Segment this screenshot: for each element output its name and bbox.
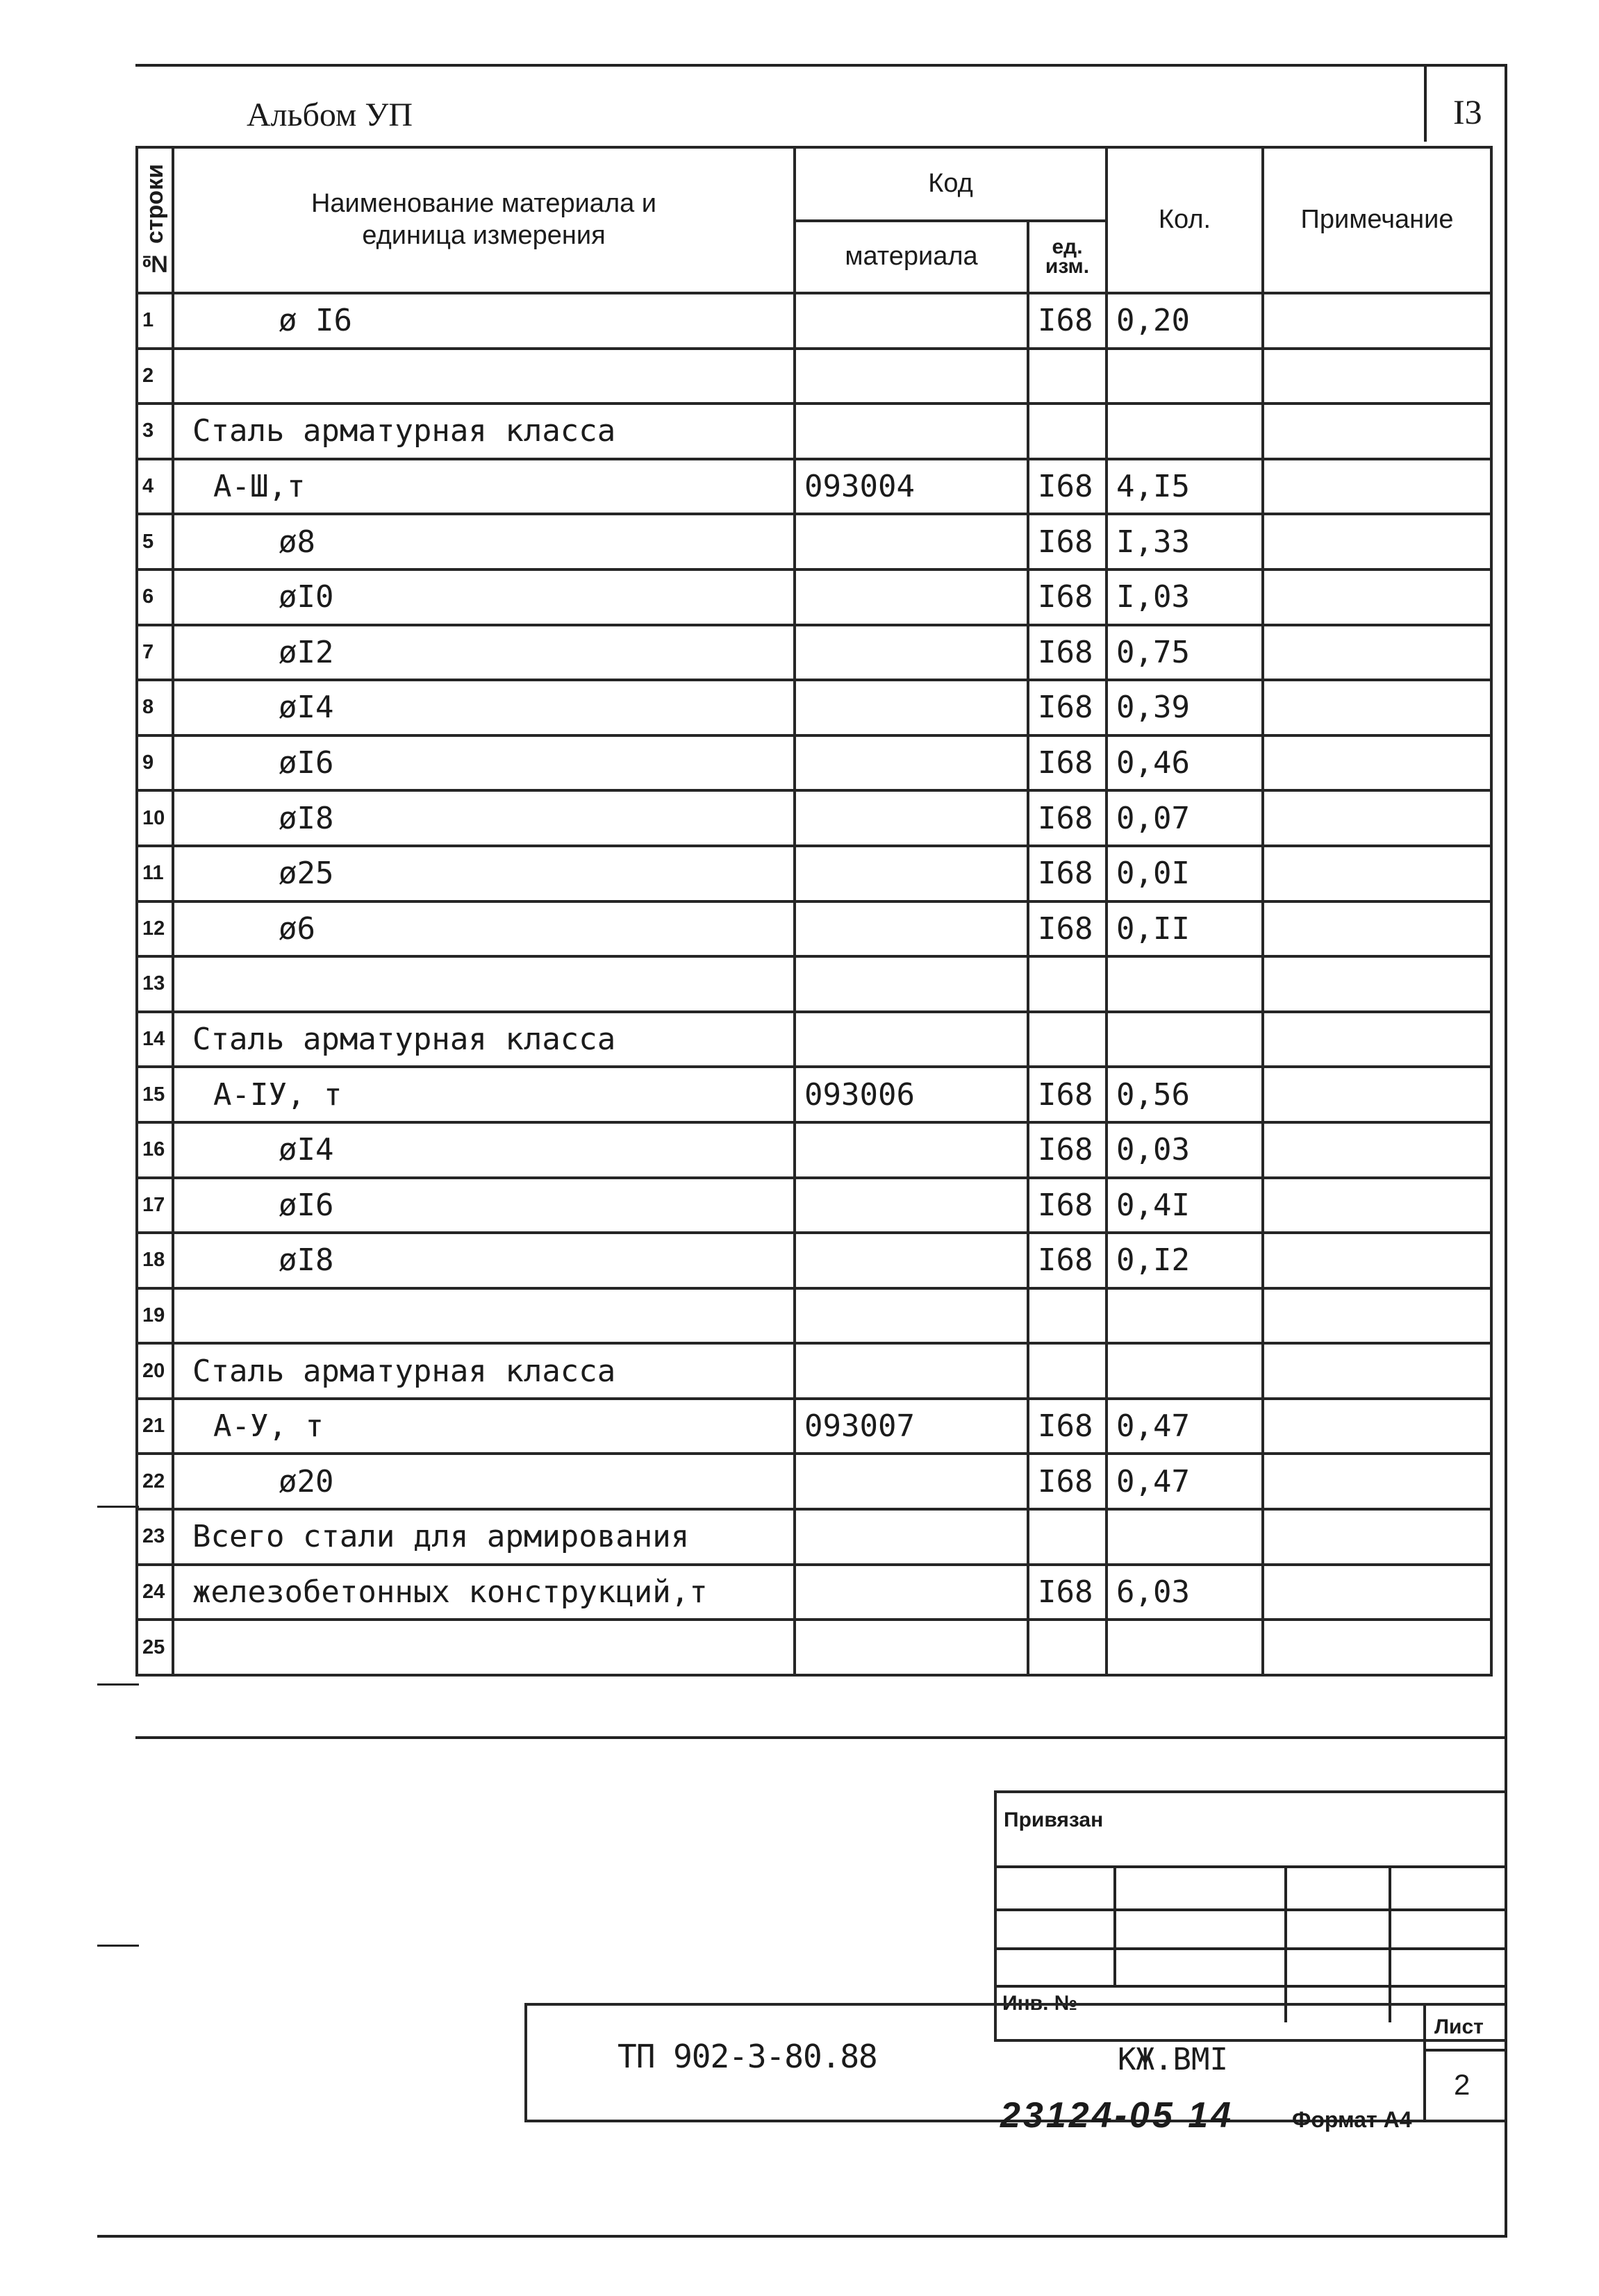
unit-code: I68 [1028, 1454, 1107, 1509]
material-code [795, 1178, 1028, 1233]
table-row [137, 1178, 1491, 1233]
sheet-label: Лист [1434, 2015, 1484, 2038]
note [1263, 1509, 1491, 1565]
binding-line-4 [997, 1985, 1507, 1988]
quantity: I,33 [1107, 514, 1263, 569]
top-right-separator [1424, 64, 1427, 142]
material-name: øI2 [173, 625, 795, 681]
table-row [137, 735, 1491, 791]
left-margin-tick-3 [97, 1945, 139, 1947]
unit-code: I68 [1028, 514, 1107, 569]
material-code [795, 349, 1028, 404]
code-unit-header: ед. изм. [1028, 221, 1107, 293]
material-name: øI6 [173, 1178, 795, 1233]
rownum-header: № строки [137, 147, 173, 293]
note [1263, 1454, 1491, 1509]
note [1263, 680, 1491, 735]
unit-code: I68 [1028, 1178, 1107, 1233]
title-block-top-line [135, 1736, 1505, 1739]
material-name: ø I6 [173, 293, 795, 349]
title-block [135, 1736, 1505, 2236]
note [1263, 1233, 1491, 1288]
table-row [137, 790, 1491, 846]
material-name: øI8 [173, 1233, 795, 1288]
material-code [795, 1233, 1028, 1288]
materials-table [135, 146, 1493, 1677]
unit-code: I68 [1028, 1399, 1107, 1454]
material-code [795, 1565, 1028, 1620]
quantity [1107, 349, 1263, 404]
row-number: 18 [137, 1233, 173, 1288]
binding-vline-1 [1113, 1865, 1116, 1985]
unit-code: I68 [1028, 735, 1107, 791]
row-number: 4 [137, 459, 173, 515]
sheet-code: КЖ.ВМI [1118, 2042, 1228, 2077]
note [1263, 1343, 1491, 1399]
quantity [1107, 1288, 1263, 1344]
page-number: I3 [1453, 92, 1482, 131]
unit-code: I68 [1028, 846, 1107, 901]
table-row [137, 625, 1491, 681]
row-number: 21 [137, 1399, 173, 1454]
table-row [137, 1509, 1491, 1565]
unit-code: I68 [1028, 1122, 1107, 1178]
unit-code [1028, 1012, 1107, 1067]
name-header: Наименование материала и единица измерения [173, 147, 795, 293]
table-row [137, 459, 1491, 515]
quantity: 0,47 [1107, 1454, 1263, 1509]
material-name: øI4 [173, 1122, 795, 1178]
material-name [173, 1620, 795, 1675]
row-number: 11 [137, 846, 173, 901]
note [1263, 956, 1491, 1012]
row-number: 17 [137, 1178, 173, 1233]
material-name: Сталь арматурная класса [173, 1343, 795, 1399]
sheet-number: 2 [1454, 2068, 1470, 2101]
row-number: 20 [137, 1343, 173, 1399]
binding-line-2 [997, 1908, 1507, 1911]
table-row [137, 956, 1491, 1012]
material-code [795, 569, 1028, 625]
material-name: Сталь арматурная класса [173, 404, 795, 459]
table-row [137, 1233, 1491, 1288]
material-code [795, 1343, 1028, 1399]
format-label: Формат А4 [1292, 2107, 1412, 2132]
table-row [137, 1343, 1491, 1399]
material-name: øI0 [173, 569, 795, 625]
note [1263, 790, 1491, 846]
row-number: 13 [137, 956, 173, 1012]
material-name: железобетонных конструкций,т [173, 1565, 795, 1620]
table-row [137, 846, 1491, 901]
note [1263, 293, 1491, 349]
qty-header: Кол. [1107, 147, 1263, 293]
sheet-separator [1423, 2006, 1426, 2122]
inv-label: Инв. № [1002, 1992, 1078, 2015]
material-code [795, 1509, 1028, 1565]
binding-line-1 [997, 1865, 1507, 1868]
material-code [795, 404, 1028, 459]
unit-code [1028, 1620, 1107, 1675]
material-name: Сталь арматурная класса [173, 1012, 795, 1067]
quantity: 0,47 [1107, 1399, 1263, 1454]
material-name: ø25 [173, 846, 795, 901]
quantity [1107, 1012, 1263, 1067]
row-number: 9 [137, 735, 173, 791]
material-code: 093007 [795, 1399, 1028, 1454]
row-number: 15 [137, 1067, 173, 1122]
left-margin-tick-2 [97, 1683, 139, 1686]
note [1263, 569, 1491, 625]
note [1263, 1122, 1491, 1178]
code-material-header: материала [795, 221, 1028, 293]
table-row [137, 1122, 1491, 1178]
note [1263, 1620, 1491, 1675]
row-number: 24 [137, 1565, 173, 1620]
quantity: 0,56 [1107, 1067, 1263, 1122]
quantity [1107, 1620, 1263, 1675]
material-code: 093004 [795, 459, 1028, 515]
row-number: 22 [137, 1454, 173, 1509]
unit-code [1028, 1343, 1107, 1399]
material-name [173, 1288, 795, 1344]
note [1263, 1178, 1491, 1233]
table-row [137, 349, 1491, 404]
row-number: 19 [137, 1288, 173, 1344]
row-number: 2 [137, 349, 173, 404]
note [1263, 1288, 1491, 1344]
row-number: 6 [137, 569, 173, 625]
quantity [1107, 956, 1263, 1012]
unit-code [1028, 349, 1107, 404]
quantity: 6,03 [1107, 1565, 1263, 1620]
table-row [137, 569, 1491, 625]
material-code [795, 735, 1028, 791]
note [1263, 1067, 1491, 1122]
table-row [137, 404, 1491, 459]
table-row [137, 1565, 1491, 1620]
note [1263, 404, 1491, 459]
row-number: 10 [137, 790, 173, 846]
unit-code: I68 [1028, 1565, 1107, 1620]
row-number: 14 [137, 1012, 173, 1067]
quantity: 0,4I [1107, 1178, 1263, 1233]
quantity [1107, 1509, 1263, 1565]
material-name [173, 349, 795, 404]
doc-code: ТП 902-3-80.88 [618, 2038, 877, 2075]
row-number: 23 [137, 1509, 173, 1565]
unit-code: I68 [1028, 625, 1107, 681]
binding-vline-3 [1389, 1865, 1391, 2022]
note [1263, 349, 1491, 404]
note [1263, 459, 1491, 515]
quantity: 0,75 [1107, 625, 1263, 681]
table-row [137, 1288, 1491, 1344]
quantity [1107, 1343, 1263, 1399]
quantity: 0,I2 [1107, 1233, 1263, 1288]
album-title: Альбом УП [247, 97, 413, 133]
quantity: 0,39 [1107, 680, 1263, 735]
archive-number: 23124-05 14 [1000, 2095, 1234, 2136]
table-row [137, 514, 1491, 569]
note [1263, 514, 1491, 569]
material-name: А-У, т [173, 1399, 795, 1454]
material-code [795, 1012, 1028, 1067]
material-name [173, 956, 795, 1012]
unit-code [1028, 1509, 1107, 1565]
quantity: 4,I5 [1107, 459, 1263, 515]
binding-label: Привязан [1004, 1808, 1104, 1831]
unit-code: I68 [1028, 459, 1107, 515]
material-code [795, 901, 1028, 957]
unit-code: I68 [1028, 680, 1107, 735]
material-code: 093006 [795, 1067, 1028, 1122]
unit-code: I68 [1028, 569, 1107, 625]
material-name: А-Ш,т [173, 459, 795, 515]
quantity: 0,0I [1107, 846, 1263, 901]
table-row [137, 1012, 1491, 1067]
table-row [137, 1399, 1491, 1454]
material-name: øI4 [173, 680, 795, 735]
table-row [137, 1067, 1491, 1122]
binding-vline-2 [1284, 1865, 1287, 2022]
quantity: 0,20 [1107, 293, 1263, 349]
note [1263, 846, 1491, 901]
material-name: ø20 [173, 1454, 795, 1509]
material-code [795, 514, 1028, 569]
code-header: Код [795, 147, 1107, 221]
row-number: 3 [137, 404, 173, 459]
quantity: 0,II [1107, 901, 1263, 957]
unit-code: I68 [1028, 1233, 1107, 1288]
row-number: 1 [137, 293, 173, 349]
table-row [137, 1454, 1491, 1509]
sheet-label-line [1423, 2049, 1507, 2052]
row-number: 12 [137, 901, 173, 957]
material-name: øI6 [173, 735, 795, 791]
unit-code [1028, 1288, 1107, 1344]
table-row [137, 293, 1491, 349]
unit-code: I68 [1028, 293, 1107, 349]
material-code [795, 846, 1028, 901]
note [1263, 1565, 1491, 1620]
material-code [795, 1288, 1028, 1344]
material-name: ø6 [173, 901, 795, 957]
row-number: 5 [137, 514, 173, 569]
material-code [795, 1620, 1028, 1675]
note [1263, 625, 1491, 681]
right-frame-line [1505, 64, 1507, 2238]
table-row [137, 901, 1491, 957]
material-code [795, 680, 1028, 735]
quantity: 0,07 [1107, 790, 1263, 846]
left-margin-tick-1 [97, 1506, 139, 1508]
row-number: 25 [137, 1620, 173, 1675]
unit-code [1028, 956, 1107, 1012]
unit-code: I68 [1028, 901, 1107, 957]
material-name: А-IУ, т [173, 1067, 795, 1122]
row-number: 16 [137, 1122, 173, 1178]
unit-code: I68 [1028, 790, 1107, 846]
material-code [795, 1122, 1028, 1178]
quantity: I,03 [1107, 569, 1263, 625]
row-number: 8 [137, 680, 173, 735]
unit-code: I68 [1028, 1067, 1107, 1122]
note [1263, 1012, 1491, 1067]
quantity: 0,03 [1107, 1122, 1263, 1178]
note [1263, 735, 1491, 791]
quantity: 0,46 [1107, 735, 1263, 791]
table-row [137, 1620, 1491, 1675]
binding-line-3 [997, 1947, 1507, 1950]
note-header: Примечание [1263, 147, 1491, 293]
material-name: ø8 [173, 514, 795, 569]
top-frame-line [135, 64, 1507, 67]
material-code [795, 293, 1028, 349]
table-row [137, 680, 1491, 735]
note [1263, 1399, 1491, 1454]
unit-code [1028, 404, 1107, 459]
material-name: øI8 [173, 790, 795, 846]
material-code [795, 790, 1028, 846]
material-name: Всего стали для армирования [173, 1509, 795, 1565]
note [1263, 901, 1491, 957]
quantity [1107, 404, 1263, 459]
material-code [795, 956, 1028, 1012]
material-code [795, 1454, 1028, 1509]
material-code [795, 625, 1028, 681]
row-number: 7 [137, 625, 173, 681]
